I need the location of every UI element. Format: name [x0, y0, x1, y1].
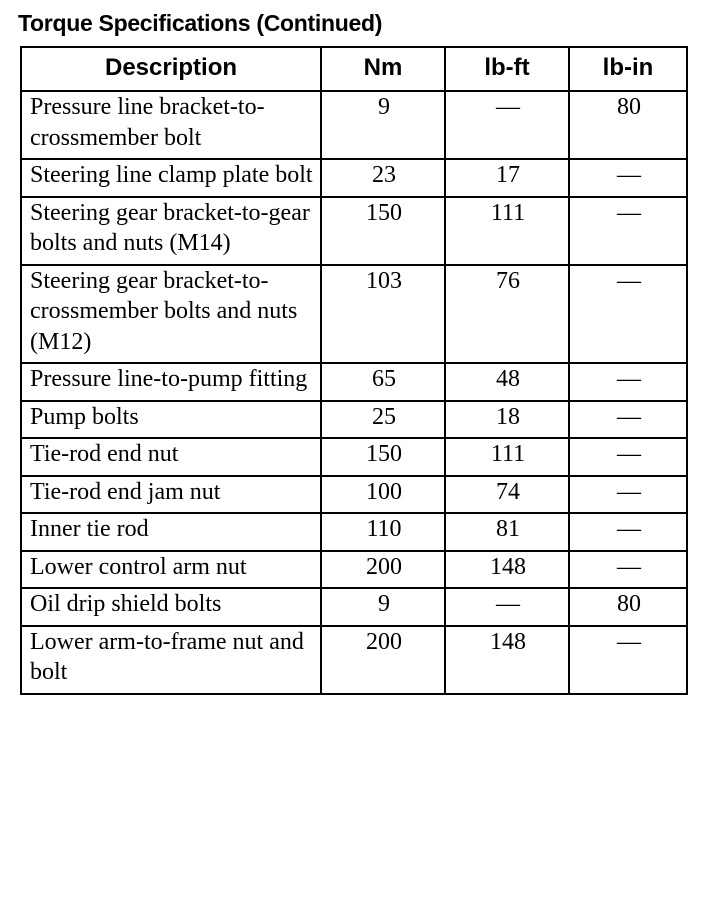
table-row: [21, 265, 687, 364]
header-lbin: lb-in: [569, 47, 687, 91]
row-description: Pressure line-to-pump fitting: [21, 363, 321, 401]
header-nm: Nm: [321, 47, 445, 91]
table-row: [21, 551, 687, 589]
row-lbin: 80: [569, 588, 687, 626]
row-description: Lower arm-to-frame nut and bolt: [21, 626, 321, 694]
table-row: [21, 401, 687, 439]
row-lbft: 111: [445, 197, 569, 265]
row-lbin: —: [569, 197, 687, 265]
row-description: Lower control arm nut: [21, 551, 321, 589]
row-lbin: —: [569, 401, 687, 439]
page-title: Torque Specifications (Continued): [18, 10, 383, 36]
row-lbft: 111: [445, 438, 569, 476]
table-row: [21, 626, 687, 694]
row-lbft: 18: [445, 401, 569, 439]
row-lbin: —: [569, 551, 687, 589]
row-description: Inner tie rod: [21, 513, 321, 551]
row-nm: 150: [321, 438, 445, 476]
row-description: Tie-rod end jam nut: [21, 476, 321, 514]
table-row: [21, 363, 687, 401]
row-nm: 150: [321, 197, 445, 265]
table-row: [21, 197, 687, 265]
row-lbft: 148: [445, 626, 569, 694]
row-nm: 65: [321, 363, 445, 401]
row-nm: 100: [321, 476, 445, 514]
row-description: Steering line clamp plate bolt: [21, 159, 321, 197]
row-lbin: —: [569, 265, 687, 364]
table-row: [21, 588, 687, 626]
table-row: [21, 513, 687, 551]
row-description: Steering gear bracket-to-gear bolts and nuts (M14): [21, 197, 321, 265]
row-nm: 200: [321, 626, 445, 694]
header-lbft: lb-ft: [445, 47, 569, 91]
row-nm: 9: [321, 588, 445, 626]
row-lbft: 81: [445, 513, 569, 551]
table-header-row: [21, 47, 687, 91]
torque-spec-table: [20, 46, 688, 695]
row-description: Tie-rod end nut: [21, 438, 321, 476]
row-lbft: 148: [445, 551, 569, 589]
row-lbft: 48: [445, 363, 569, 401]
row-description: Oil drip shield bolts: [21, 588, 321, 626]
table-row: [21, 438, 687, 476]
row-lbft: —: [445, 91, 569, 159]
row-lbin: 80: [569, 91, 687, 159]
row-lbft: 17: [445, 159, 569, 197]
table-row: [21, 476, 687, 514]
row-lbin: —: [569, 438, 687, 476]
header-description: Description: [21, 47, 321, 91]
row-nm: 9: [321, 91, 445, 159]
row-nm: 103: [321, 265, 445, 364]
row-lbin: —: [569, 626, 687, 694]
row-lbin: —: [569, 476, 687, 514]
row-nm: 110: [321, 513, 445, 551]
table-row: [21, 159, 687, 197]
row-nm: 25: [321, 401, 445, 439]
row-lbin: —: [569, 159, 687, 197]
row-description: Steering gear bracket-to-crossmember bolts and nuts (M12): [21, 265, 321, 364]
row-lbin: —: [569, 513, 687, 551]
row-lbft: 74: [445, 476, 569, 514]
row-nm: 23: [321, 159, 445, 197]
row-description: Pump bolts: [21, 401, 321, 439]
row-lbft: —: [445, 588, 569, 626]
table-row: [21, 91, 687, 159]
row-lbft: 76: [445, 265, 569, 364]
row-lbin: —: [569, 363, 687, 401]
row-nm: 200: [321, 551, 445, 589]
row-description: Pressure line bracket-to-crossmember bolt: [21, 91, 321, 159]
